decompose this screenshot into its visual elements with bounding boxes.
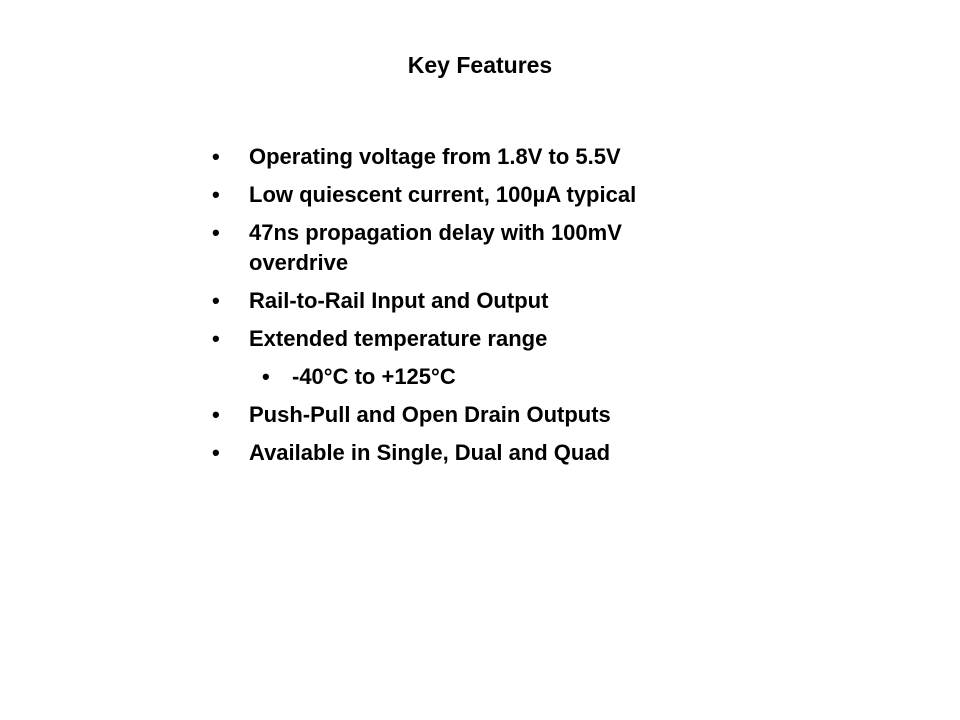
- bullet-icon: •: [212, 182, 220, 207]
- feature-item: [212, 180, 772, 210]
- bullet-icon: •: [212, 440, 220, 465]
- bullet-icon: •: [212, 288, 220, 313]
- feature-item: [212, 438, 772, 468]
- feature-subitem: [212, 362, 772, 392]
- bullet-icon: •: [212, 326, 220, 351]
- feature-item: [212, 324, 772, 354]
- bullet-icon: •: [212, 402, 220, 427]
- feature-text: Extended temperature range: [249, 326, 548, 351]
- feature-text: -40°C to +125°C: [292, 364, 456, 389]
- bullet-icon: •: [262, 364, 270, 389]
- bullet-icon: •: [212, 144, 220, 169]
- feature-text: Available in Single, Dual and Quad: [249, 440, 611, 465]
- feature-text: Low quiescent current, 100µA typical: [249, 182, 637, 207]
- bullet-icon: •: [212, 220, 220, 245]
- feature-text: Push-Pull and Open Drain Outputs: [249, 402, 611, 427]
- feature-list: [212, 142, 772, 476]
- feature-item: [212, 286, 772, 316]
- feature-text: Operating voltage from 1.8V to 5.5V: [249, 144, 621, 169]
- feature-text: 47ns propagation delay with 100mV overdrive: [249, 220, 622, 275]
- slide-title: Key Features: [407, 52, 553, 78]
- feature-item: [212, 218, 679, 278]
- feature-item: [212, 142, 772, 172]
- feature-item: [212, 400, 772, 430]
- feature-text: Rail-to-Rail Input and Output: [249, 288, 549, 313]
